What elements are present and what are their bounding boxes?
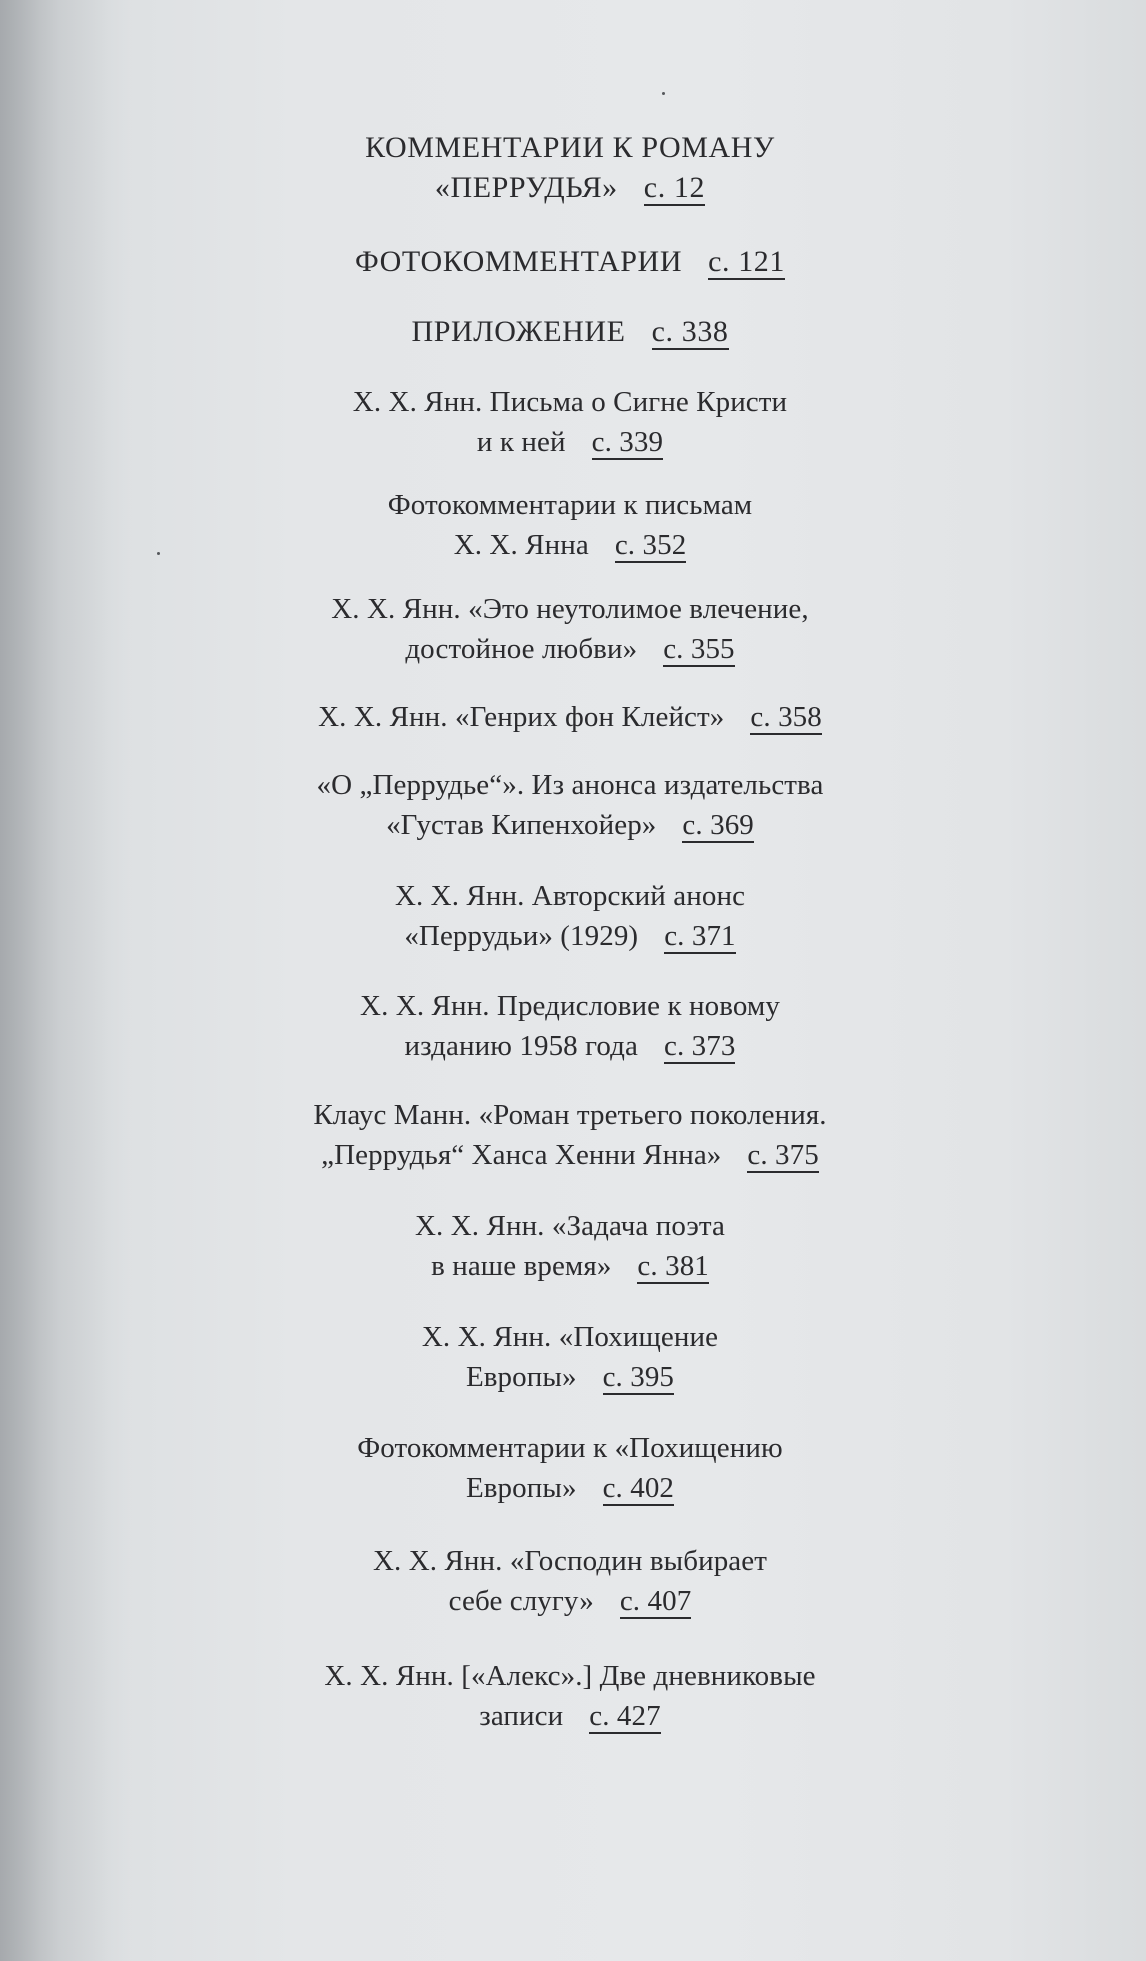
page-number-link[interactable]: с. 369 [682,809,754,841]
toc-entry-title: „Перрудья“ Ханса Хенни Янна» с. 375 [321,1139,819,1171]
toc-entry-title: Х. Х. Янна с. 352 [453,529,687,561]
toc-entry-title: и к ней с. 339 [476,426,664,458]
toc-entry [140,1206,1000,1286]
toc-entry [140,589,1000,669]
page-number-link[interactable]: с. 121 [708,245,786,278]
page-number-link[interactable]: с. 407 [619,1585,692,1617]
toc-entry [140,485,1000,565]
page-number-link[interactable]: с. 358 [750,701,822,733]
toc-entry-title: Х. Х. Янн. Авторский анонс [394,880,746,912]
toc-entry-title: Х. Х. Янн. [«Алекс».] Две дневниковые [324,1660,816,1692]
toc-heading-line: КОММЕНТАРИИ К РОМАНУ [365,131,775,164]
toc-entry-title: Х. Х. Янн. «Генрих фон Клейст» с. 358 [318,701,822,733]
toc-entry-commentary [140,128,1000,208]
toc-entry-title: в наше время» с. 381 [431,1250,709,1282]
toc-heading-line: «ПЕРРУДЬЯ» с. 12 [434,171,706,204]
toc-entry-title: достойное любви» с. 355 [405,633,735,665]
toc-entry-title: Фотокомментарии к письмам [387,489,753,521]
page-number-link[interactable]: с. 381 [637,1250,709,1282]
page-number-link[interactable]: с. 395 [602,1361,675,1393]
toc-entry [140,382,1000,462]
toc-entry-title: Фотокомментарии к «Похищению [357,1432,783,1464]
page-number-link[interactable]: с. 12 [643,171,706,204]
page-number-link[interactable]: с. 338 [651,315,729,348]
toc-entry-title: Х. Х. Янн. «Задача поэта [415,1210,725,1242]
toc-entry-title: Х. Х. Янн. «Это неутолимое влечение, [331,593,809,625]
toc-entry-photocommentary [140,242,1000,282]
toc-entry [140,1095,1000,1175]
toc-entry-title: Европы» с. 395 [465,1361,675,1393]
toc-entry [140,1317,1000,1397]
toc-entry-title: «Перрудьи» (1929) с. 371 [404,920,736,952]
page-number-link[interactable]: с. 373 [663,1030,736,1062]
page-number-link[interactable]: с. 375 [747,1139,819,1171]
toc-entry-title: себе слугу» с. 407 [448,1585,692,1617]
toc-entry-title: Х. Х. Янн. «Похищение [421,1321,719,1353]
page-number-link[interactable]: с. 371 [664,920,736,952]
toc-entry [140,1428,1000,1508]
gutter-shadow [0,0,130,1961]
toc-entry [140,876,1000,956]
page-number-link[interactable]: с. 427 [589,1700,661,1732]
toc-entry [140,1656,1000,1736]
toc-entry-title: Х. Х. Янн. Письма о Сигне Кристи [352,386,788,418]
toc-entry-title: Х. Х. Янн. «Господин выбирает [372,1545,768,1577]
toc-heading-line: ФОТОКОММЕНТАРИИ с. 121 [354,245,786,278]
page-number-link[interactable]: с. 402 [602,1472,675,1504]
toc-entry-title: записи с. 427 [479,1700,661,1732]
toc-heading-line: ПРИЛОЖЕНИЕ с. 338 [411,315,729,348]
toc-entry-title: изданию 1958 года с. 373 [404,1030,736,1062]
toc-entry [140,765,1000,845]
toc-entry-title: Европы» с. 402 [465,1472,675,1504]
page-number-link[interactable]: с. 352 [614,529,687,561]
toc-entry [140,986,1000,1066]
paper-speck [662,92,665,95]
page-number-link[interactable]: с. 355 [663,633,735,665]
toc-entry-title: Клаус Манн. «Роман третьего поколения. [313,1099,827,1131]
toc-entry-title: «О „Перрудье“». Из анонса издательства [316,769,824,801]
page-number-link[interactable]: с. 339 [591,426,664,458]
toc-entry-title: Х. Х. Янн. Предисловие к новому [360,990,780,1022]
toc-entry-appendix [140,312,1000,352]
toc-entry [140,1541,1000,1621]
toc-entry [140,697,1000,737]
toc-entry-title: «Густав Кипенхойер» с. 369 [386,809,754,841]
